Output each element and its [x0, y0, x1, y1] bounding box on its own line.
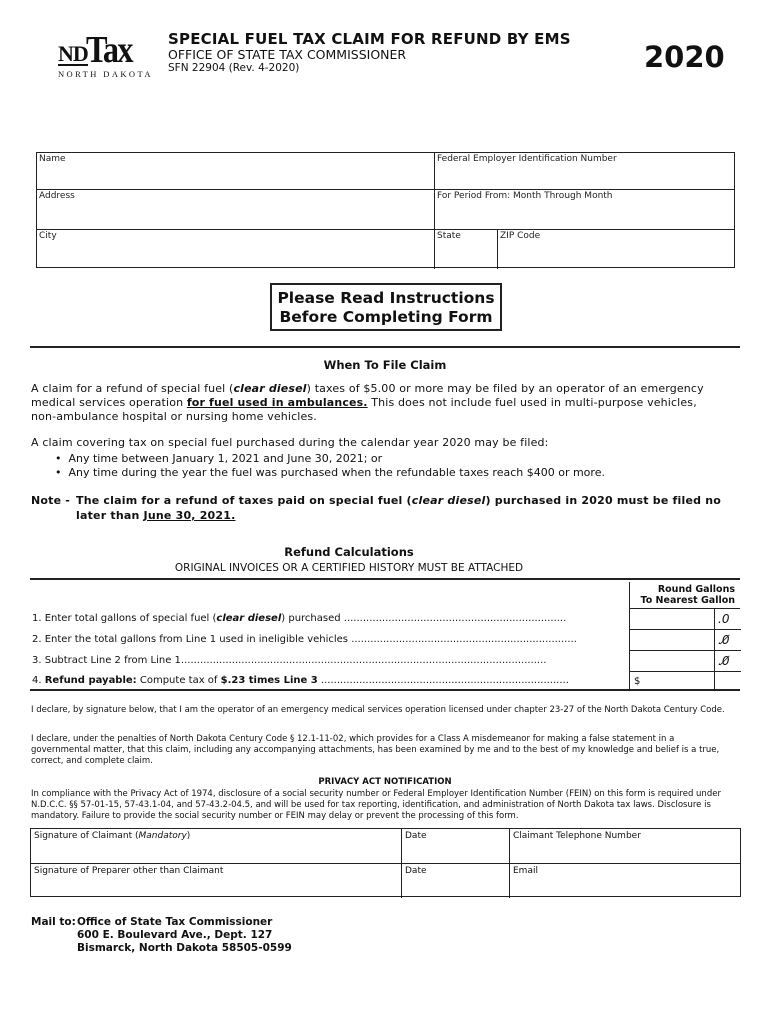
filing-bullet-1-text: Any time between January 1, 2021 and June 30, 2021; or [68, 452, 383, 465]
refund-subheading: ORIGINAL INVOICES OR A CERTIFIED HISTORY MUST BE ATTACHED [174, 562, 524, 574]
form-number: SFN 22904 (Rev. 4-2020) [168, 62, 300, 74]
claimant-signature-field[interactable] [31, 829, 401, 863]
refund-heading: Refund Calculations [284, 545, 414, 559]
line-3-amount[interactable] [630, 651, 741, 672]
mail-line-3: Bismarck, North Dakota 58505-0599 [77, 942, 292, 954]
privacy-heading: PRIVACY ACT NOTIFICATION [318, 777, 452, 787]
line-4-rate: $.23 times Line 3 [220, 675, 318, 686]
line-4-amount[interactable] [630, 672, 741, 690]
nd-tax-logo [58, 29, 153, 80]
claimant-date-field[interactable] [402, 829, 509, 863]
line-4-refund-payable: Refund payable: [44, 675, 137, 686]
claimant-label-c: ) [186, 831, 191, 841]
section-divider [30, 346, 740, 348]
state-label: State [437, 231, 461, 241]
preparer-date-field[interactable] [402, 864, 509, 897]
claimant-mandatory: Mandatory [138, 831, 187, 841]
note-clear-diesel: clear diesel [411, 494, 486, 507]
zip-label: ZIP Code [500, 231, 541, 241]
taxpayer-info-table [36, 152, 735, 268]
round-gallons-header-2: To Nearest Gallon [640, 595, 735, 606]
line-2-amount[interactable] [630, 630, 741, 651]
email-label: Email [513, 866, 538, 876]
address-label: Address [39, 191, 75, 201]
line-1-part-a: 1. Enter total gallons of special fuel ( [32, 613, 217, 624]
amount-column [629, 608, 740, 689]
declaration-operator: I declare, by signature below, that I am the operator of an emergency medical services operation licensed under chapter 23-27 of the North Dakota Century Code. [31, 705, 725, 715]
zip-field[interactable] [498, 230, 735, 269]
line-4-dollar: $ [634, 676, 641, 687]
logo-nd-text: ND [58, 41, 88, 66]
claimant-label-a: Signature of Claimant ( [34, 831, 139, 841]
p1-part-a: A claim for a refund of special fuel ( [31, 382, 234, 395]
p1-ambulances: for fuel used in ambulances. [186, 396, 368, 409]
fein-label: Federal Employer Identification Number [437, 154, 617, 164]
p1-part-e: This does not include fuel used in multi-purpose vehicles, non-ambulance hospital or nursing home vehicles. [31, 396, 697, 423]
privacy-notice: In compliance with the Privacy Act of 1974, disclosure of a social security number or Federal Employer Identification Number (FEIN) on this form is required under N.D.C.C. §§ 57-01-15, 57-43.1-04, and 57-43.2-04.5, and will be used for tax reporting, identification, and administration of North Dakota tax laws. Disclosure is mandatory. Failure to provide the social security number or FEIN may delay or prevent the processing of this form. [31, 789, 721, 821]
claimant-date-label: Date [405, 831, 427, 841]
city-label: City [39, 231, 57, 241]
line-1-amount[interactable] [630, 609, 741, 630]
line-1-cents: .0 [718, 612, 730, 626]
line-3-cents: .0̸ [718, 654, 730, 668]
preparer-date-label: Date [405, 866, 427, 876]
email-field[interactable] [510, 864, 740, 897]
declaration-penalties: I declare, under the penalties of North Dakota Century Code § 12.1-11-02, which provides for a Class A misdemeanor for making a false statement in a governmental matter, that this claim, including any accompanying attachments, has been examined by me and to the best of my knowledge and belief is a true, correct, and complete claim. [31, 734, 720, 766]
filing-bullet-1: • Any time between January 1, 2021 and June 30, 2021; or [55, 452, 383, 465]
line-2-cents: .0̸ [718, 633, 730, 647]
line-1-clear-diesel: clear diesel [216, 613, 282, 624]
read-instructions-box [270, 283, 502, 331]
state-field[interactable] [435, 230, 497, 269]
filing-bullet-2: • Any time during the year the fuel was purchased when the refundable taxes reach $400 or more. [55, 466, 605, 479]
line-1-part-c: ) purchased ...................................................................... [281, 613, 567, 624]
logo-tax-text: Tax [86, 29, 132, 71]
note-deadline: June 30, 2021. [143, 509, 236, 522]
claimant-phone-field[interactable] [510, 829, 740, 863]
claimant-phone-label: Claimant Telephone Number [513, 831, 641, 841]
mail-line-1: Office of State Tax Commissioner [77, 916, 273, 928]
p1-clear-diesel: clear diesel [233, 382, 307, 395]
line-4-part-c: Compute tax of [136, 675, 221, 686]
line-4-part-e: .............................................................................. [317, 675, 569, 686]
round-gallons-header [629, 582, 739, 608]
note-line-2 [76, 508, 236, 523]
filing-period-intro: A claim covering tax on special fuel purchased during the calendar year 2020 may be filed: [31, 436, 549, 449]
preparer-signature-field[interactable] [31, 864, 401, 897]
round-gallons-header-1: Round Gallons [657, 584, 735, 595]
form-title: SPECIAL FUEL TAX CLAIM FOR REFUND BY EMS [168, 30, 571, 48]
name-label: Name [39, 154, 66, 164]
mail-line-2: 600 E. Boulevard Ave., Dept. 127 [77, 929, 273, 941]
read-instructions-line2: Before Completing Form [279, 308, 493, 326]
office-name: OFFICE OF STATE TAX COMMISSIONER [168, 47, 407, 62]
tax-year: 2020 [644, 40, 725, 74]
note-label: Note - [31, 494, 71, 507]
note-part-c: ) purchased in 2020 must be filed no [485, 494, 722, 507]
name-field[interactable] [37, 153, 434, 189]
refund-divider [30, 578, 740, 580]
line-1-label [32, 613, 566, 624]
line-2-label: 2. Enter the total gallons from Line 1 used in ineligible vehicles ....................................................................... [32, 634, 577, 645]
mail-to-label: Mail to: [31, 916, 76, 928]
when-to-file-paragraph [31, 382, 723, 424]
period-field[interactable] [435, 190, 735, 229]
line-3-label: 3. Subtract Line 2 from Line 1................................................................................................................... [32, 655, 547, 666]
logo-state-text: NORTH DAKOTA [58, 69, 153, 79]
period-label: For Period From: Month Through Month [437, 191, 613, 201]
line-4-label [32, 675, 569, 686]
address-field[interactable] [37, 190, 434, 229]
signature-table [30, 828, 741, 897]
preparer-label: Signature of Preparer other than Claimant [34, 866, 224, 876]
line-4-part-a: 4. [32, 675, 45, 686]
note-part-a: The claim for a refund of taxes paid on special fuel ( [76, 494, 412, 507]
read-instructions-line1: Please Read Instructions [277, 289, 495, 307]
filing-bullet-2-text: Any time during the year the fuel was purchased when the refundable taxes reach $400 or more. [68, 466, 605, 479]
when-to-file-heading: When To File Claim [323, 358, 447, 372]
note-part-d: later than [76, 509, 144, 522]
fein-field[interactable] [435, 153, 735, 189]
city-field[interactable] [37, 230, 434, 269]
note-line-1 [76, 493, 721, 508]
calc-bottom-rule [30, 689, 740, 691]
mail-to-address [77, 916, 292, 955]
p1-part-c: ) taxes of $5.00 or more may be filed by an operator of an emergency medical services operation [31, 382, 704, 409]
